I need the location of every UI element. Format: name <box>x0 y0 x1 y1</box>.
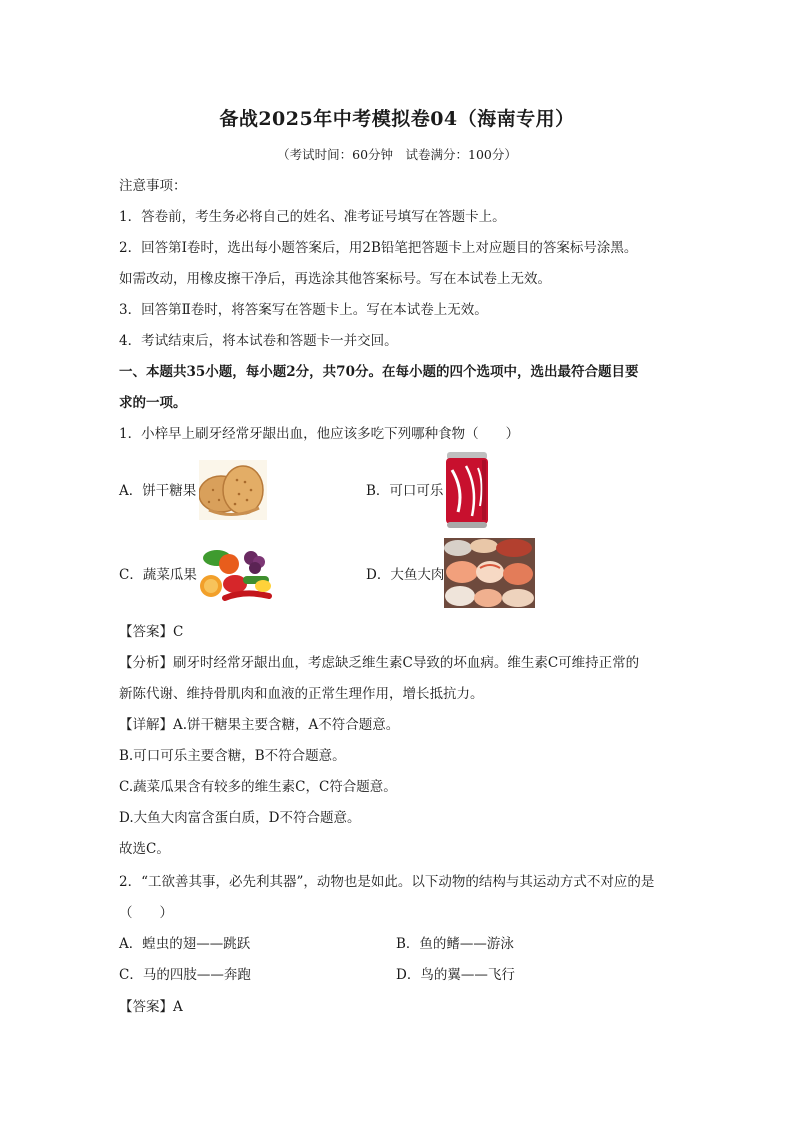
question-1-stem: 1．小梓早上刷牙经常牙龈出血，他应该多吃下列哪种食物（ ） <box>119 426 520 442</box>
q1-detail-b: B.可口可乐主要含糖，B不符合题意。 <box>119 748 346 764</box>
question-2-paren: （ ） <box>119 905 173 921</box>
q2-option-d: D．鸟的翼——飞行 <box>396 967 515 983</box>
q1-detail-c: C.蔬菜瓜果含有较多的维生素C，C符合题意。 <box>119 779 397 795</box>
section-heading: 一、本题共35小题，每小题2分，共70分。在每小题的四个选项中，选出最符合题目要 <box>119 364 639 380</box>
q2-answer: 【答案】A <box>119 999 183 1015</box>
section-heading-cont: 求的一项。 <box>119 395 187 411</box>
notice-2-cont: 如需改动，用橡皮擦干净后，再选涂其他答案标号。写在本试卷上无效。 <box>119 271 551 287</box>
biscuit-image <box>199 460 267 520</box>
page-title: 备战2025年中考模拟卷04（海南专用） <box>219 108 575 130</box>
notice-1: 1．答卷前，考生务必将自己的姓名、准考证号填写在答题卡上。 <box>119 209 506 225</box>
q2-option-a: A．蝗虫的翅——跳跃 <box>119 936 251 952</box>
q1-option-d: D．大鱼大肉 <box>366 567 445 583</box>
q1-answer: 【答案】C <box>119 624 184 640</box>
q1-option-b: B．可口可乐 <box>366 483 444 499</box>
notice-4: 4．考试结束后，将本试卷和答题卡一并交回。 <box>119 333 398 349</box>
fish-meat-image <box>444 538 535 608</box>
notice-2: 2．回答第Ⅰ卷时，选出每小题答案后，用2B铅笔把答题卡上对应题目的答案标号涂黑。 <box>119 240 638 256</box>
coke-can-image <box>444 450 490 530</box>
q2-option-b: B．鱼的鳍——游泳 <box>396 936 514 952</box>
q1-option-c: C．蔬菜瓜果 <box>119 567 197 583</box>
notice-heading: 注意事项： <box>119 178 187 194</box>
q1-detail-d: D.大鱼大肉富含蛋白质，D不符合题意。 <box>119 810 361 826</box>
q2-option-c: C．马的四肢——奔跑 <box>119 967 251 983</box>
notice-3: 3．回答第Ⅱ卷时，将答案写在答题卡上。写在本试卷上无效。 <box>119 302 488 318</box>
exam-info: （考试时间：60分钟 试卷满分：100分） <box>277 147 517 162</box>
q1-conclusion: 故选C。 <box>119 841 170 857</box>
vegetables-fruits-image <box>199 544 274 604</box>
q1-analysis: 【分析】刷牙时经常牙龈出血，考虑缺乏维生素C导致的坏血病。维生素C可维持正常的 <box>119 655 640 671</box>
q1-detail-a: 【详解】A.饼干糖果主要含糖，A不符合题意。 <box>119 717 400 733</box>
question-2-stem: 2．“工欲善其事，必先利其器”，动物也是如此。以下动物的结构与其运动方式不对应的是 <box>119 874 655 890</box>
q1-option-a: A．饼干糖果 <box>119 483 197 499</box>
q1-analysis-cont: 新陈代谢、维持骨肌肉和血液的正常生理作用，增长抵抗力。 <box>119 686 484 702</box>
